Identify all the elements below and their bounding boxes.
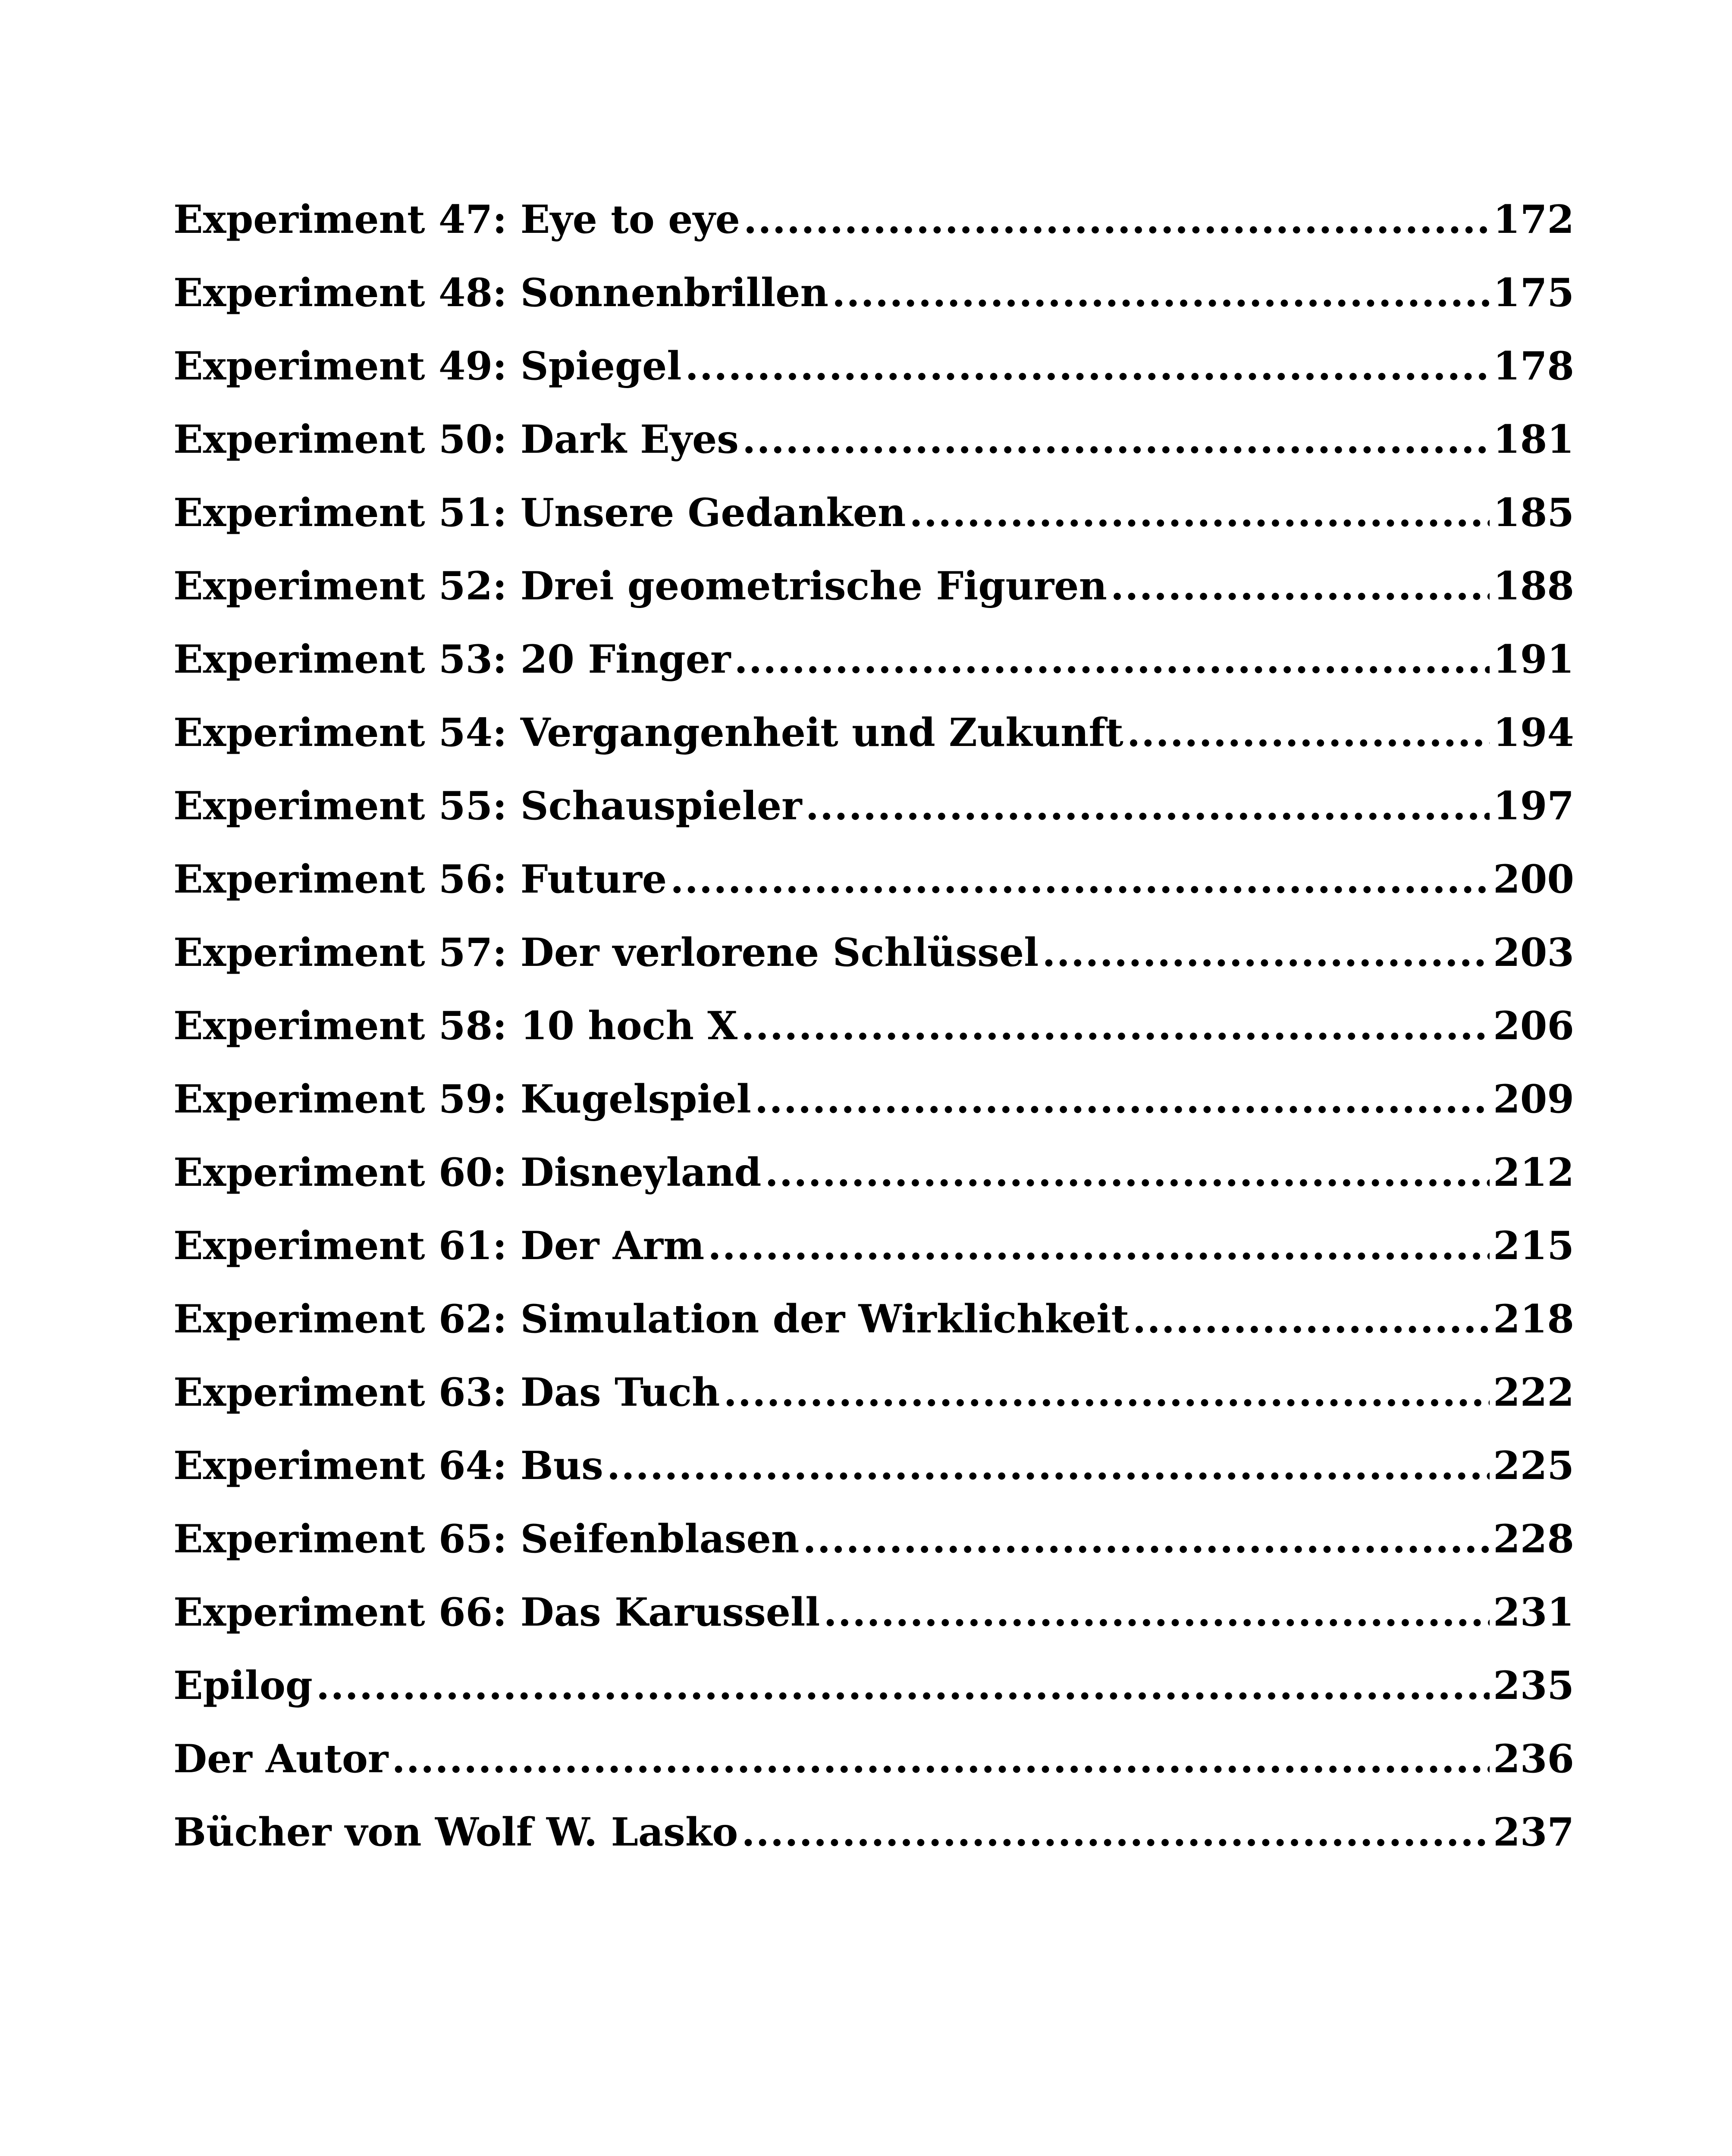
toc-entry bbox=[173, 1062, 1574, 1136]
dot-leader bbox=[1133, 1282, 1490, 1356]
toc-entry-page: 200 bbox=[1493, 856, 1574, 902]
dot-leader bbox=[765, 1136, 1490, 1209]
toc-entry bbox=[173, 1209, 1574, 1282]
dot-leader bbox=[806, 769, 1490, 843]
dot-leader bbox=[723, 1356, 1490, 1429]
dot-leader bbox=[685, 329, 1490, 403]
toc-entry bbox=[173, 1722, 1574, 1796]
dot-leader bbox=[744, 183, 1490, 256]
dot-leader bbox=[909, 476, 1490, 549]
toc-entry bbox=[173, 549, 1574, 623]
toc-entry-title: Experiment 52: Drei geometrische Figuren bbox=[173, 563, 1107, 609]
toc-entry-page: 231 bbox=[1493, 1589, 1574, 1635]
toc-entry-page: 175 bbox=[1493, 270, 1574, 316]
toc-entry-page: 197 bbox=[1493, 783, 1574, 829]
toc-entry bbox=[173, 1429, 1574, 1502]
dot-leader bbox=[734, 623, 1490, 696]
toc-entry bbox=[173, 1649, 1574, 1722]
toc-entry-page: 181 bbox=[1493, 417, 1574, 462]
toc-entry-title: Experiment 54: Vergangenheit und Zukunft bbox=[173, 710, 1123, 755]
dot-leader bbox=[823, 1576, 1490, 1649]
toc-entry-page: 191 bbox=[1493, 636, 1574, 682]
toc-entry bbox=[173, 696, 1574, 769]
toc-entry-page: 218 bbox=[1493, 1296, 1574, 1342]
toc-entry bbox=[173, 1282, 1574, 1356]
toc-entry-page: 203 bbox=[1493, 930, 1574, 975]
dot-leader bbox=[832, 256, 1490, 329]
toc-entry-title: Experiment 62: Simulation der Wirklichkeit bbox=[173, 1296, 1129, 1342]
toc-entry-page: 188 bbox=[1493, 563, 1574, 609]
toc-entry-title: Experiment 58: 10 hoch X bbox=[173, 1003, 738, 1049]
toc-entry bbox=[173, 989, 1574, 1062]
dot-leader bbox=[741, 989, 1490, 1062]
toc-entry-title: Experiment 50: Dark Eyes bbox=[173, 417, 739, 462]
toc-entry bbox=[173, 1136, 1574, 1209]
toc-entry-title: Epilog bbox=[173, 1663, 313, 1708]
toc-entry-title: Der Autor bbox=[173, 1736, 389, 1782]
toc-entry-page: 185 bbox=[1493, 490, 1574, 536]
toc-entry-title: Experiment 55: Schauspieler bbox=[173, 783, 802, 829]
dot-leader bbox=[741, 1796, 1490, 1869]
toc-entry-title: Experiment 48: Sonnenbrillen bbox=[173, 270, 828, 316]
toc-entry-title: Experiment 59: Kugelspiel bbox=[173, 1076, 751, 1122]
toc-entry bbox=[173, 1502, 1574, 1576]
toc-entry bbox=[173, 256, 1574, 329]
toc-entry-title: Experiment 57: Der verlorene Schlüssel bbox=[173, 930, 1039, 975]
dot-leader bbox=[755, 1062, 1490, 1136]
dot-leader bbox=[1127, 696, 1490, 769]
toc-entry bbox=[173, 329, 1574, 403]
toc-entry-title: Experiment 66: Das Karussell bbox=[173, 1589, 820, 1635]
toc-entry-title: Experiment 51: Unsere Gedanken bbox=[173, 490, 906, 536]
toc-entry-page: 222 bbox=[1493, 1369, 1574, 1415]
toc-entry-page: 228 bbox=[1493, 1516, 1574, 1562]
toc-entry bbox=[173, 623, 1574, 696]
dot-leader bbox=[803, 1502, 1490, 1576]
toc-entry bbox=[173, 1576, 1574, 1649]
toc-entry-title: Experiment 60: Disneyland bbox=[173, 1150, 762, 1195]
toc-entry bbox=[173, 916, 1574, 989]
toc-entry-page: 206 bbox=[1493, 1003, 1574, 1049]
toc-entry-page: 236 bbox=[1493, 1736, 1574, 1782]
toc-entry-page: 225 bbox=[1493, 1443, 1574, 1489]
toc-entry-title: Experiment 47: Eye to eye bbox=[173, 197, 740, 242]
toc-entry-title: Experiment 64: Bus bbox=[173, 1443, 603, 1489]
dot-leader bbox=[1042, 916, 1490, 989]
toc-entry-page: 235 bbox=[1493, 1663, 1574, 1708]
dot-leader bbox=[742, 403, 1490, 476]
toc-entry-page: 172 bbox=[1493, 197, 1574, 242]
toc-entry-title: Experiment 63: Das Tuch bbox=[173, 1369, 720, 1415]
toc-entry bbox=[173, 476, 1574, 549]
toc-entry-page: 209 bbox=[1493, 1076, 1574, 1122]
toc-entry-title: Experiment 56: Future bbox=[173, 856, 667, 902]
toc-entry-page: 178 bbox=[1493, 343, 1574, 389]
toc-entry bbox=[173, 1796, 1574, 1869]
dot-leader bbox=[1111, 549, 1490, 623]
toc-entry-page: 237 bbox=[1493, 1809, 1574, 1855]
toc-entry-title: Experiment 65: Seifenblasen bbox=[173, 1516, 800, 1562]
toc-entry-page: 212 bbox=[1493, 1150, 1574, 1195]
toc-entry bbox=[173, 1356, 1574, 1429]
dot-leader bbox=[607, 1429, 1490, 1502]
toc-entry-title: Experiment 61: Der Arm bbox=[173, 1223, 705, 1269]
toc-entry bbox=[173, 843, 1574, 916]
toc-entry bbox=[173, 183, 1574, 256]
dot-leader bbox=[392, 1722, 1490, 1796]
toc-entry-page: 215 bbox=[1493, 1223, 1574, 1269]
dot-leader bbox=[708, 1209, 1490, 1282]
toc-entry bbox=[173, 403, 1574, 476]
toc-entry bbox=[173, 769, 1574, 843]
toc-entry-title: Bücher von Wolf W. Lasko bbox=[173, 1809, 738, 1855]
table-of-contents bbox=[173, 183, 1574, 1869]
dot-leader bbox=[670, 843, 1490, 916]
toc-entry-title: Experiment 53: 20 Finger bbox=[173, 636, 731, 682]
dot-leader bbox=[316, 1649, 1490, 1722]
toc-entry-title: Experiment 49: Spiegel bbox=[173, 343, 682, 389]
toc-entry-page: 194 bbox=[1493, 710, 1574, 755]
